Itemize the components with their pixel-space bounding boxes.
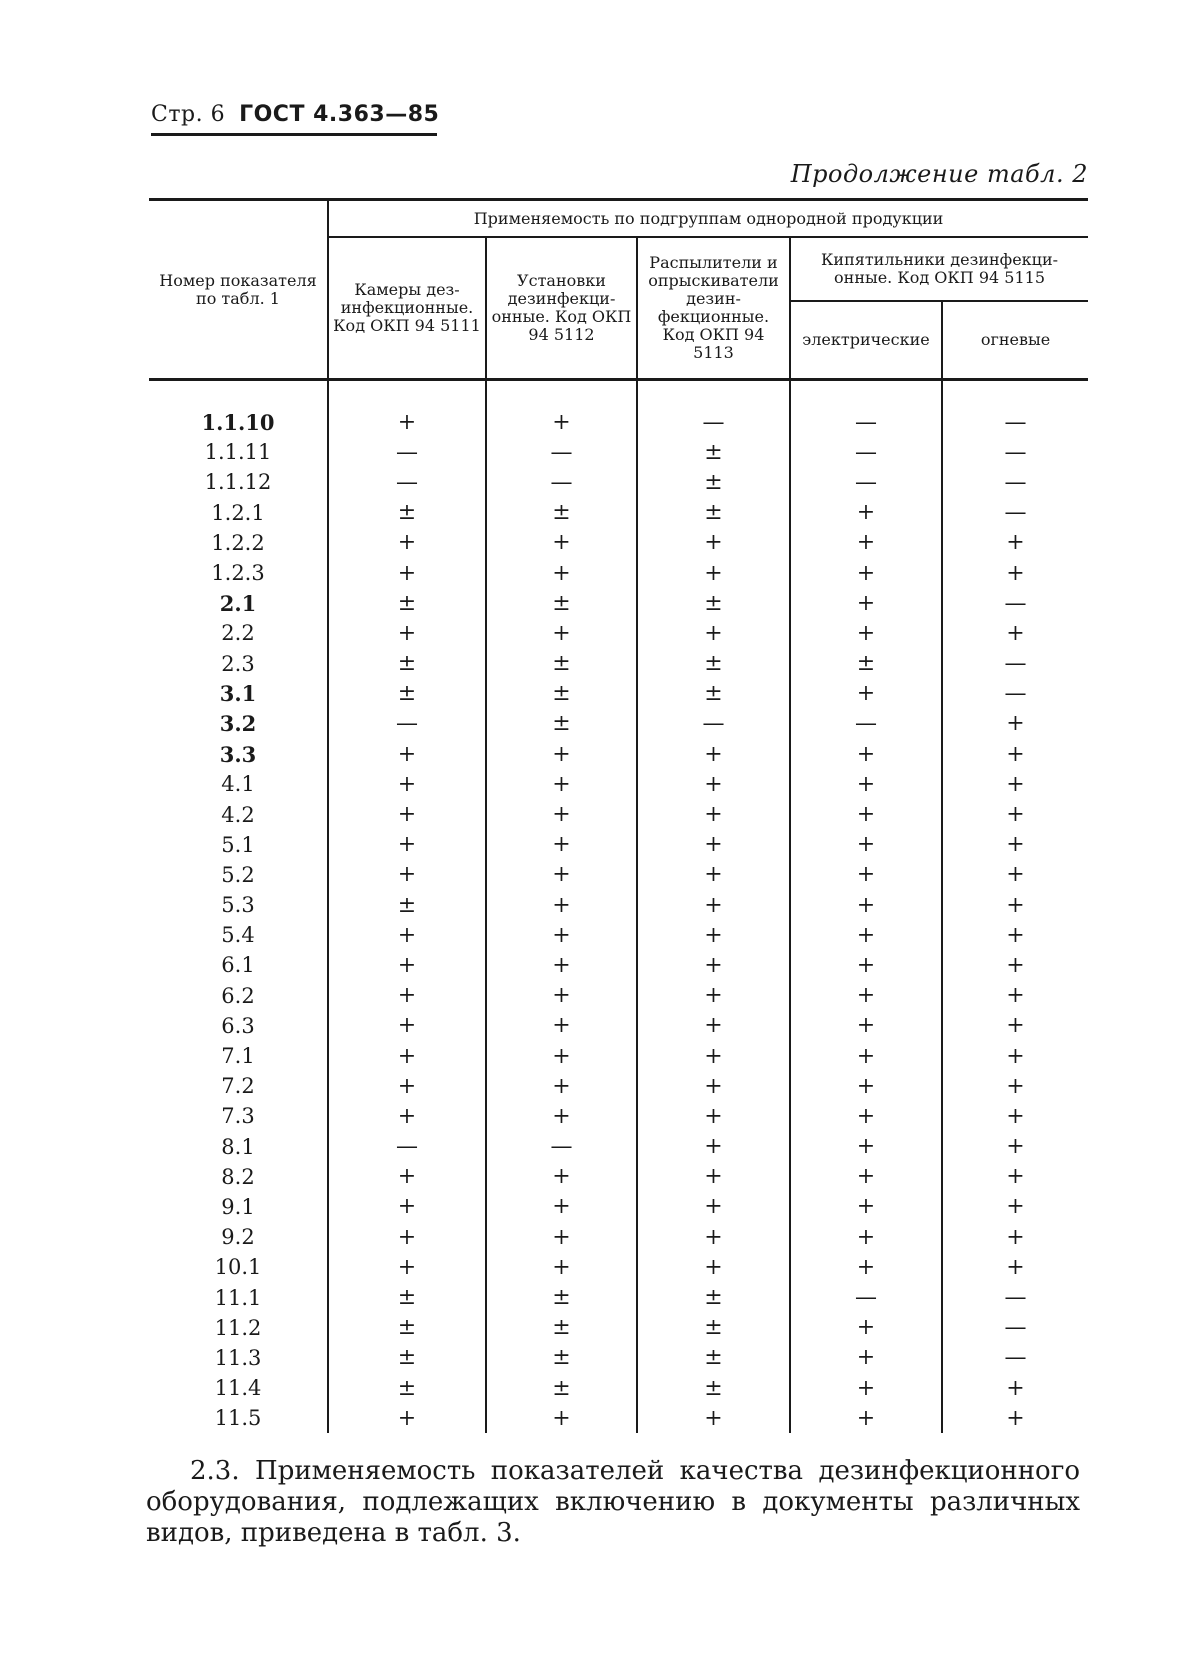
applicability-cell: ±: [637, 437, 790, 467]
table-row: [149, 1282, 1088, 1312]
applicability-cell: +: [328, 981, 486, 1011]
applicability-cell: +: [790, 558, 942, 588]
applicability-cell: —: [486, 437, 637, 467]
applicability-cell: +: [637, 739, 790, 769]
applicability-cell: +: [790, 1373, 942, 1403]
applicability-cell: ±: [328, 498, 486, 528]
applicability-cell: +: [486, 1071, 637, 1101]
applicability-cell: +: [328, 1071, 486, 1101]
table-row: [149, 769, 1088, 799]
applicability-cell: ±: [328, 1373, 486, 1403]
applicability-cell: +: [637, 1101, 790, 1131]
applicability-cell: +: [637, 528, 790, 558]
applicability-cell: +: [486, 739, 637, 769]
applicability-cell: +: [790, 1192, 942, 1222]
row-index-cell: 1.2.2: [211, 530, 265, 555]
applicability-cell: +: [328, 830, 486, 860]
applicability-cell: +: [790, 920, 942, 950]
applicability-cell: +: [328, 1041, 486, 1071]
applicability-cell: +: [637, 1192, 790, 1222]
applicability-cell: +: [486, 618, 637, 648]
applicability-cell: +: [942, 1162, 1088, 1192]
applicability-cell: +: [942, 860, 1088, 890]
page-header: [151, 102, 440, 136]
applicability-cell: —: [328, 437, 486, 467]
applicability-cell: +: [637, 1011, 790, 1041]
applicability-cell: +: [486, 1162, 637, 1192]
applicability-cell: —: [942, 679, 1088, 709]
applicability-cell: —: [942, 1343, 1088, 1373]
applicability-cell: +: [328, 739, 486, 769]
table-body: [149, 380, 1088, 1434]
applicability-cell: —: [486, 467, 637, 497]
applicability-cell: +: [486, 769, 637, 799]
applicability-cell: —: [790, 1282, 942, 1312]
applicability-cell: ±: [328, 890, 486, 920]
row-index-cell: 9.2: [221, 1225, 255, 1250]
standard-number: ГОСТ 4.363—85: [239, 102, 440, 127]
applicability-cell: ±: [328, 1343, 486, 1373]
applicability-cell: +: [328, 528, 486, 558]
col-header-index: Номер показателя по табл. 1: [149, 200, 328, 380]
applicability-cell: +: [486, 1252, 637, 1282]
applicability-cell: +: [637, 1252, 790, 1282]
applicability-cell: +: [637, 1222, 790, 1252]
applicability-cell: +: [942, 1192, 1088, 1222]
table-row: [149, 860, 1088, 890]
applicability-cell: ±: [328, 1313, 486, 1343]
applicability-cell: +: [486, 528, 637, 558]
applicability-cell: +: [942, 1132, 1088, 1162]
row-index-cell: 7.1: [221, 1044, 255, 1069]
applicability-cell: +: [637, 618, 790, 648]
table-row: [149, 558, 1088, 588]
applicability-cell: +: [790, 1162, 942, 1192]
applicability-cell: +: [637, 890, 790, 920]
applicability-cell: +: [486, 1192, 637, 1222]
row-index-cell: 10.1: [214, 1255, 262, 1280]
row-index-cell: 5.2: [221, 862, 255, 887]
table-row: [149, 739, 1088, 769]
applicability-cell: +: [790, 1343, 942, 1373]
applicability-table: [149, 198, 1088, 1433]
table-row: [149, 1041, 1088, 1071]
row-index-cell: 3.3: [219, 741, 257, 767]
applicability-cell: +: [790, 1132, 942, 1162]
applicability-cell: +: [486, 1403, 637, 1433]
applicability-cell: ±: [637, 1313, 790, 1343]
row-index-cell: 11.3: [214, 1345, 262, 1370]
applicability-cell: +: [328, 1162, 486, 1192]
row-index-cell: 1.2.3: [211, 561, 265, 586]
applicability-cell: —: [942, 437, 1088, 467]
row-index-cell: 11.2: [214, 1315, 262, 1340]
table-row: [149, 1343, 1088, 1373]
applicability-cell: +: [790, 890, 942, 920]
applicability-cell: ±: [328, 649, 486, 679]
row-index-cell: 5.3: [221, 893, 255, 918]
row-index-cell: 1.1.11: [204, 440, 272, 465]
applicability-cell: +: [486, 981, 637, 1011]
col-header-installations: Установки дезинфекционные. Код ОКП 94 5112: [486, 237, 637, 380]
table-row: [149, 1313, 1088, 1343]
table-row: [149, 981, 1088, 1011]
table-row: [149, 950, 1088, 980]
applicability-cell: —: [942, 467, 1088, 497]
applicability-cell: +: [790, 1313, 942, 1343]
applicability-cell: +: [942, 1373, 1088, 1403]
applicability-cell: —: [637, 407, 790, 437]
applicability-cell: +: [637, 830, 790, 860]
table-row: [149, 890, 1088, 920]
applicability-cell: +: [637, 981, 790, 1011]
applicability-cell: ±: [637, 498, 790, 528]
row-index-cell: 6.1: [221, 953, 255, 978]
applicability-cell: +: [942, 739, 1088, 769]
table-row: [149, 618, 1088, 648]
applicability-cell: +: [486, 1101, 637, 1131]
table-row: [149, 1101, 1088, 1131]
applicability-cell: +: [790, 799, 942, 829]
applicability-cell: +: [328, 1252, 486, 1282]
applicability-cell: +: [637, 799, 790, 829]
table-row: [149, 830, 1088, 860]
applicability-cell: +: [942, 890, 1088, 920]
applicability-cell: +: [328, 950, 486, 980]
table-row: [149, 498, 1088, 528]
applicability-cell: +: [942, 1071, 1088, 1101]
section-paragraph: [146, 1456, 1080, 1549]
row-index-cell: 11.4: [214, 1376, 262, 1401]
applicability-cell: +: [486, 1011, 637, 1041]
applicability-cell: +: [790, 860, 942, 890]
table-row: [149, 528, 1088, 558]
applicability-cell: +: [790, 739, 942, 769]
table-row: [149, 920, 1088, 950]
applicability-cell: +: [942, 1252, 1088, 1282]
applicability-cell: +: [942, 709, 1088, 739]
table-row: [149, 1222, 1088, 1252]
applicability-cell: +: [790, 528, 942, 558]
applicability-cell: +: [328, 558, 486, 588]
applicability-cell: +: [486, 558, 637, 588]
row-index-cell: 1.1.10: [201, 409, 275, 435]
applicability-cell: +: [637, 950, 790, 980]
applicability-cell: ±: [328, 588, 486, 618]
row-index-cell: 6.3: [221, 1013, 255, 1038]
applicability-cell: +: [942, 528, 1088, 558]
applicability-cell: +: [942, 830, 1088, 860]
table-row: [149, 1071, 1088, 1101]
applicability-cell: ±: [637, 1343, 790, 1373]
applicability-cell: —: [942, 649, 1088, 679]
applicability-cell: +: [790, 769, 942, 799]
applicability-cell: —: [328, 1132, 486, 1162]
applicability-cell: +: [637, 558, 790, 588]
applicability-cell: —: [486, 1132, 637, 1162]
table-row: [149, 1252, 1088, 1282]
applicability-cell: +: [790, 1222, 942, 1252]
row-index-cell: 4.2: [221, 802, 255, 827]
applicability-cell: —: [790, 407, 942, 437]
applicability-cell: +: [637, 1071, 790, 1101]
row-index-cell: 8.2: [221, 1164, 255, 1189]
applicability-cell: ±: [486, 1282, 637, 1312]
applicability-cell: +: [790, 1041, 942, 1071]
applicability-cell: +: [328, 1101, 486, 1131]
applicability-cell: ±: [486, 498, 637, 528]
applicability-cell: +: [790, 1252, 942, 1282]
applicability-cell: —: [790, 437, 942, 467]
applicability-cell: +: [790, 1011, 942, 1041]
row-index-cell: 2.2: [221, 621, 255, 646]
applicability-cell: ±: [328, 679, 486, 709]
applicability-cell: +: [942, 799, 1088, 829]
applicability-cell: +: [328, 769, 486, 799]
applicability-cell: +: [942, 558, 1088, 588]
group-header: Применяемость по подгруппам однородной продукции: [328, 200, 1088, 238]
row-index-cell: 7.3: [221, 1104, 255, 1129]
applicability-cell: ±: [637, 467, 790, 497]
row-index-cell: 6.2: [221, 983, 255, 1008]
applicability-cell: +: [328, 799, 486, 829]
applicability-cell: +: [328, 1222, 486, 1252]
applicability-cell: ±: [486, 1343, 637, 1373]
row-index-cell: 2.3: [221, 651, 255, 676]
applicability-cell: +: [486, 1041, 637, 1071]
table-row: [149, 1011, 1088, 1041]
applicability-cell: +: [790, 830, 942, 860]
applicability-cell: +: [486, 860, 637, 890]
applicability-cell: +: [790, 981, 942, 1011]
table-row: [149, 649, 1088, 679]
applicability-cell: +: [790, 950, 942, 980]
table-continuation-label: Продолжение табл. 2: [790, 160, 1088, 188]
applicability-cell: ±: [328, 1282, 486, 1312]
applicability-cell: ±: [637, 649, 790, 679]
table-row: [149, 1132, 1088, 1162]
applicability-cell: —: [790, 467, 942, 497]
row-index-cell: 7.2: [221, 1074, 255, 1099]
row-index-cell: 4.1: [221, 772, 255, 797]
applicability-cell: +: [486, 799, 637, 829]
applicability-cell: +: [637, 920, 790, 950]
table-row: [149, 407, 1088, 437]
applicability-cell: +: [790, 618, 942, 648]
paragraph-text: 2.3. Применяемость показателей качества дезинфекционного оборудования, подлежащих включению в документы различных видов, приведена в табл. 3.: [146, 1456, 1080, 1548]
row-index-cell: 8.1: [221, 1134, 255, 1159]
applicability-cell: +: [328, 407, 486, 437]
table-row: [149, 588, 1088, 618]
applicability-cell: +: [328, 1403, 486, 1433]
applicability-cell: +: [942, 981, 1088, 1011]
applicability-cell: +: [328, 1192, 486, 1222]
row-index-cell: 11.1: [214, 1285, 262, 1310]
applicability-cell: +: [790, 1101, 942, 1131]
table-row: [149, 467, 1088, 497]
row-index-cell: 11.5: [214, 1406, 262, 1431]
applicability-cell: +: [790, 679, 942, 709]
applicability-cell: +: [942, 769, 1088, 799]
table-row: [149, 709, 1088, 739]
applicability-cell: +: [942, 618, 1088, 648]
applicability-cell: +: [637, 1041, 790, 1071]
applicability-cell: +: [486, 1222, 637, 1252]
applicability-cell: —: [942, 588, 1088, 618]
applicability-cell: —: [328, 709, 486, 739]
applicability-cell: ±: [486, 1373, 637, 1403]
applicability-cell: —: [790, 709, 942, 739]
applicability-cell: +: [942, 920, 1088, 950]
applicability-cell: +: [790, 588, 942, 618]
applicability-cell: +: [328, 618, 486, 648]
applicability-cell: —: [942, 1282, 1088, 1312]
applicability-cell: +: [486, 890, 637, 920]
applicability-cell: +: [486, 950, 637, 980]
table-row: [149, 1162, 1088, 1192]
applicability-cell: ±: [637, 588, 790, 618]
applicability-cell: +: [486, 407, 637, 437]
applicability-cell: +: [942, 1041, 1088, 1071]
applicability-cell: +: [790, 1071, 942, 1101]
table-row: [149, 1373, 1088, 1403]
applicability-cell: —: [637, 709, 790, 739]
row-index-cell: 5.1: [221, 832, 255, 857]
table-row: [149, 679, 1088, 709]
applicability-cell: +: [942, 950, 1088, 980]
applicability-cell: ±: [486, 679, 637, 709]
applicability-cell: ±: [486, 709, 637, 739]
table-row: [149, 437, 1088, 467]
applicability-cell: —: [942, 498, 1088, 528]
applicability-cell: +: [486, 920, 637, 950]
col-header-boilers: Кипятильники дезинфекционные. Код ОКП 94 5115: [790, 237, 1088, 301]
applicability-cell: ±: [637, 679, 790, 709]
table-row: [149, 1403, 1088, 1433]
row-index-cell: 2.1: [219, 590, 257, 616]
applicability-cell: +: [637, 1132, 790, 1162]
applicability-cell: ±: [486, 649, 637, 679]
applicability-cell: ±: [637, 1282, 790, 1312]
applicability-cell: +: [637, 1162, 790, 1192]
applicability-cell: +: [328, 920, 486, 950]
col-header-sprayers: Распылители и опрыскиватели дезинфекционные. Код ОКП 94 5113: [637, 237, 790, 380]
applicability-cell: +: [486, 830, 637, 860]
row-index-cell: 1.2.1: [211, 500, 265, 525]
applicability-cell: —: [328, 467, 486, 497]
table-row: [149, 1192, 1088, 1222]
applicability-cell: +: [637, 1403, 790, 1433]
row-index-cell: 5.4: [221, 923, 255, 948]
applicability-cell: ±: [790, 649, 942, 679]
applicability-cell: +: [328, 860, 486, 890]
applicability-cell: ±: [486, 1313, 637, 1343]
applicability-cell: +: [942, 1011, 1088, 1041]
applicability-cell: +: [637, 769, 790, 799]
row-index-cell: 3.1: [219, 681, 257, 707]
applicability-cell: +: [942, 1222, 1088, 1252]
applicability-cell: +: [942, 1101, 1088, 1131]
col-header-electric: электрические: [790, 301, 942, 380]
applicability-cell: +: [790, 1403, 942, 1433]
applicability-cell: —: [942, 1313, 1088, 1343]
applicability-cell: +: [942, 1403, 1088, 1433]
table-row: [149, 799, 1088, 829]
row-index-cell: 9.1: [221, 1194, 255, 1219]
col-header-fire: огневые: [942, 301, 1088, 380]
applicability-cell: ±: [486, 588, 637, 618]
applicability-cell: ±: [637, 1373, 790, 1403]
page-number: Стр. 6: [151, 102, 226, 127]
applicability-cell: +: [790, 498, 942, 528]
applicability-cell: +: [637, 860, 790, 890]
col-header-chambers: Камеры дезинфекционные. Код ОКП 94 5111: [328, 237, 486, 380]
applicability-cell: +: [328, 1011, 486, 1041]
row-index-cell: 1.1.12: [204, 470, 272, 495]
row-index-cell: 3.2: [219, 711, 257, 737]
applicability-cell: —: [942, 407, 1088, 437]
